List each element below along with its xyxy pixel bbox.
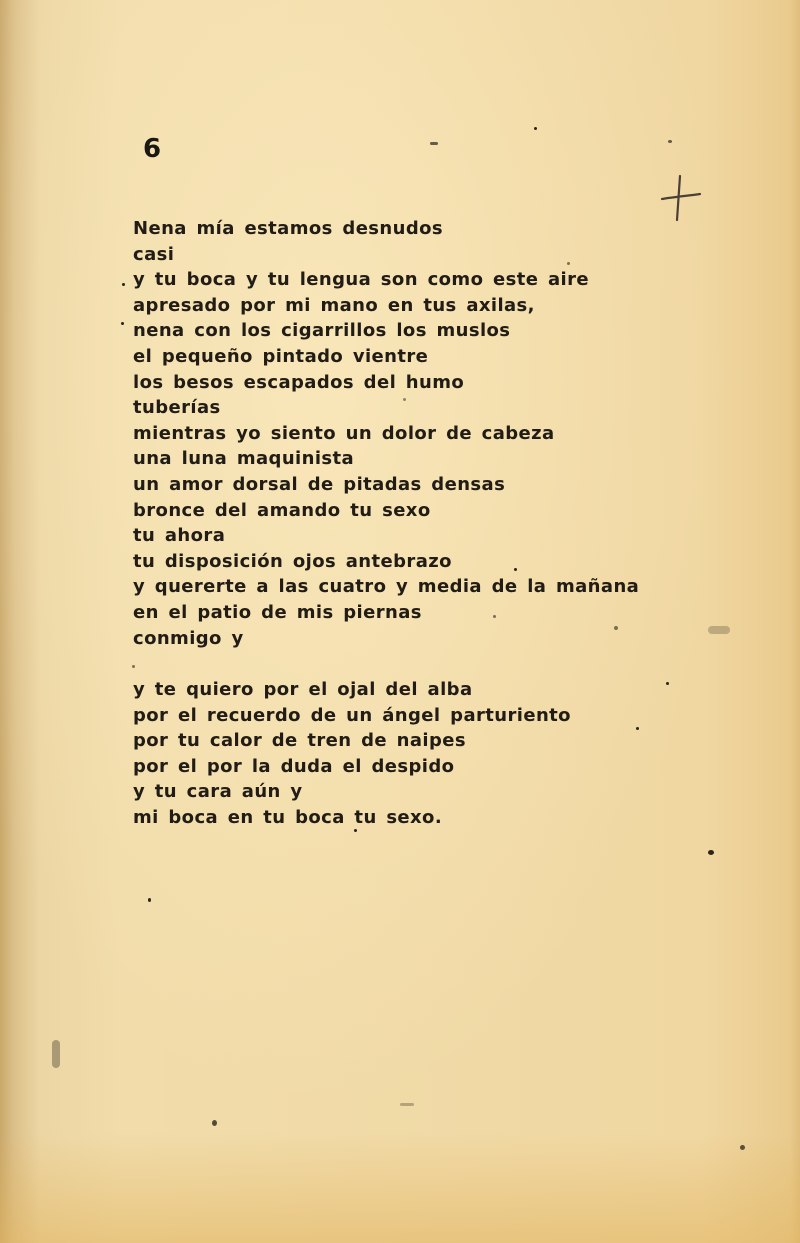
speck (668, 140, 672, 143)
poem-line: y tu cara aún y (133, 781, 303, 803)
poem-line: y te quiero por el ojal del alba (133, 679, 473, 701)
poem-line: el pequeño pintado vientre (133, 345, 429, 367)
stanza-2 (133, 677, 733, 831)
poem-line: por tu calor de tren de naipes (133, 730, 467, 752)
stanza-1 (133, 216, 733, 651)
poem-line: por el recuerdo de un ángel parturiento (133, 704, 571, 726)
speck (430, 142, 438, 145)
speck (148, 898, 151, 902)
poem-line: en el patio de mis piernas (133, 601, 422, 623)
poem (133, 216, 733, 831)
poem-line: y quererte a las cuatro y media de la mañana (133, 576, 640, 598)
poem-line: conmigo y (133, 627, 244, 649)
speck (212, 1120, 217, 1126)
poem-line: nena con los cigarrillos los muslos (133, 320, 511, 342)
poem-line: tu ahora (133, 525, 226, 547)
speck (708, 850, 714, 855)
poem-line: mi boca en tu boca tu sexo. (133, 807, 443, 829)
poem-line: mientras yo siento un dolor de cabeza (133, 422, 555, 444)
poem-line: por el por la duda el despido (133, 755, 455, 777)
poem-line: los besos escapados del humo (133, 371, 465, 393)
poem-line: tuberías (133, 397, 221, 419)
poem-line: bronce del amando tu sexo (133, 499, 431, 521)
poem-line: apresado por mi mano en tus axilas, (133, 294, 535, 316)
poem-line: una luna maquinista (133, 448, 355, 470)
page-number: 6 (143, 134, 162, 164)
speck (52, 1040, 60, 1068)
speck (534, 127, 537, 130)
poem-line: un amor dorsal de pitadas densas (133, 473, 506, 495)
poem-line: casi (133, 243, 175, 265)
speck (122, 283, 125, 286)
poem-line: y tu boca y tu lengua son como este aire (133, 269, 589, 291)
speck (121, 322, 124, 325)
speck (740, 1145, 745, 1150)
poem-line: tu disposición ojos antebrazo (133, 550, 452, 572)
poem-line: Nena mía estamos desnudos (133, 218, 444, 239)
speck (400, 1103, 414, 1106)
